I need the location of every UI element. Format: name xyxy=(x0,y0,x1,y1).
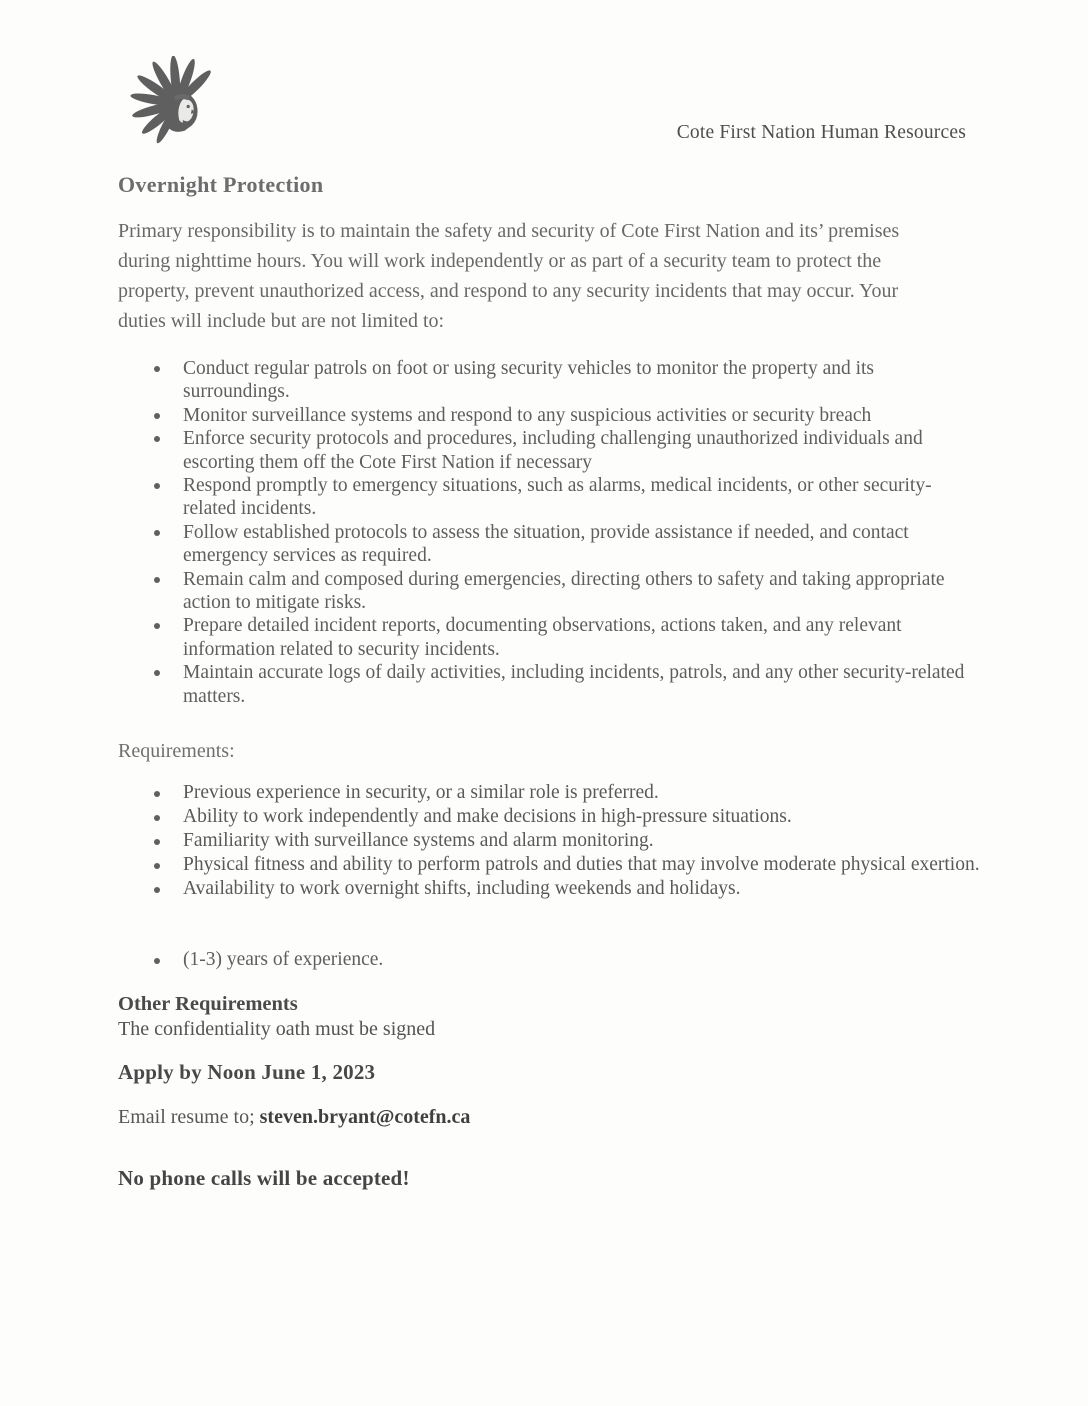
bullet-icon xyxy=(154,887,160,893)
list-item xyxy=(118,568,982,615)
bullet-icon xyxy=(154,623,160,629)
duty-text: Conduct regular patrols on foot or using security vehicles to monitor the property and its surroundings. xyxy=(183,358,875,403)
list-item xyxy=(118,661,982,708)
job-title: Overnight Protection xyxy=(118,172,324,197)
duty-text: Remain calm and composed during emergencies, directing others to safety and taking appropriate action to mitigate risks. xyxy=(183,568,945,614)
email-instruction xyxy=(118,1106,470,1129)
bullet-icon xyxy=(154,530,160,536)
duty-text: Follow established protocols to assess the situation, provide assistance if needed, and contact emergency services as required. xyxy=(183,521,909,567)
list-item xyxy=(118,829,982,853)
requirement-text: Familiarity with surveillance systems and alarm monitoring. xyxy=(183,830,654,851)
experience-list xyxy=(118,948,982,972)
requirement-text: Physical fitness and ability to perform patrols and duties that may involve moderate physical exertion. xyxy=(183,854,980,875)
requirements-heading: Requirements: xyxy=(118,740,235,762)
bullet-icon xyxy=(154,863,160,869)
duties-list xyxy=(118,357,982,708)
bullet-icon xyxy=(154,413,160,419)
duty-text: Respond promptly to emergency situations, such as alarms, medical incidents, or other security-related incidents. xyxy=(183,475,932,520)
list-item xyxy=(118,781,982,805)
list-item xyxy=(118,474,982,521)
requirement-text: Availability to work overnight shifts, including weekends and holidays. xyxy=(183,878,741,899)
chief-head-icon xyxy=(127,56,217,148)
bullet-icon xyxy=(154,577,160,583)
bullet-icon xyxy=(154,436,160,442)
duty-text: Enforce security protocols and procedures, including challenging unauthorized individuals and escorting them off the Cote First Nation if necessary xyxy=(183,428,923,473)
list-item xyxy=(118,614,982,661)
confidentiality-note: The confidentiality oath must be signed xyxy=(118,1018,436,1040)
list-item xyxy=(118,805,982,829)
duty-text: Maintain accurate logs of daily activities, including incidents, patrols, and any other security-related matters. xyxy=(183,662,965,707)
list-item xyxy=(118,877,982,901)
requirement-text: Ability to work independently and make decisions in high-pressure situations. xyxy=(183,806,792,827)
duty-text: Monitor surveillance systems and respond to any suspicious activities or security breach xyxy=(183,404,872,426)
list-item xyxy=(118,404,982,427)
cote-first-nation-logo xyxy=(127,56,217,148)
list-item xyxy=(118,357,982,404)
email-label: Email resume to; xyxy=(118,1106,260,1128)
experience-text: (1-3) years of experience. xyxy=(183,949,384,970)
header-org-name: Cote First Nation Human Resources xyxy=(676,122,966,143)
requirement-text: Previous experience in security, or a similar role is preferred. xyxy=(183,782,659,803)
other-requirements-heading: Other Requirements xyxy=(118,993,298,1015)
no-phone-calls-note: No phone calls will be accepted! xyxy=(118,1166,410,1190)
intro-paragraph: Primary responsibility is to maintain the safety and security of Cote First Nation and its’ premises during nighttime hours. You will work independently or as part of a security team to protect the property, prevent unauthorized access, and respond to any security incidents that may occur. Your duties will include but are not limited to: xyxy=(118,220,900,332)
duty-text: Prepare detailed incident reports, documenting observations, actions taken, and any relevant information related to security incidents. xyxy=(183,615,902,660)
list-item xyxy=(118,853,982,877)
email-address: steven.bryant@cotefn.ca xyxy=(259,1106,471,1128)
bullet-icon xyxy=(154,815,160,821)
apply-deadline: Apply by Noon June 1, 2023 xyxy=(118,1060,376,1084)
bullet-icon xyxy=(154,670,160,676)
bullet-icon xyxy=(154,958,160,964)
list-item xyxy=(118,427,982,474)
bullet-icon xyxy=(154,791,160,797)
list-item xyxy=(118,948,982,972)
bullet-icon xyxy=(154,839,160,845)
bullet-icon xyxy=(154,483,160,489)
requirements-list xyxy=(118,781,982,901)
list-item xyxy=(118,521,982,568)
bullet-icon xyxy=(154,366,160,372)
